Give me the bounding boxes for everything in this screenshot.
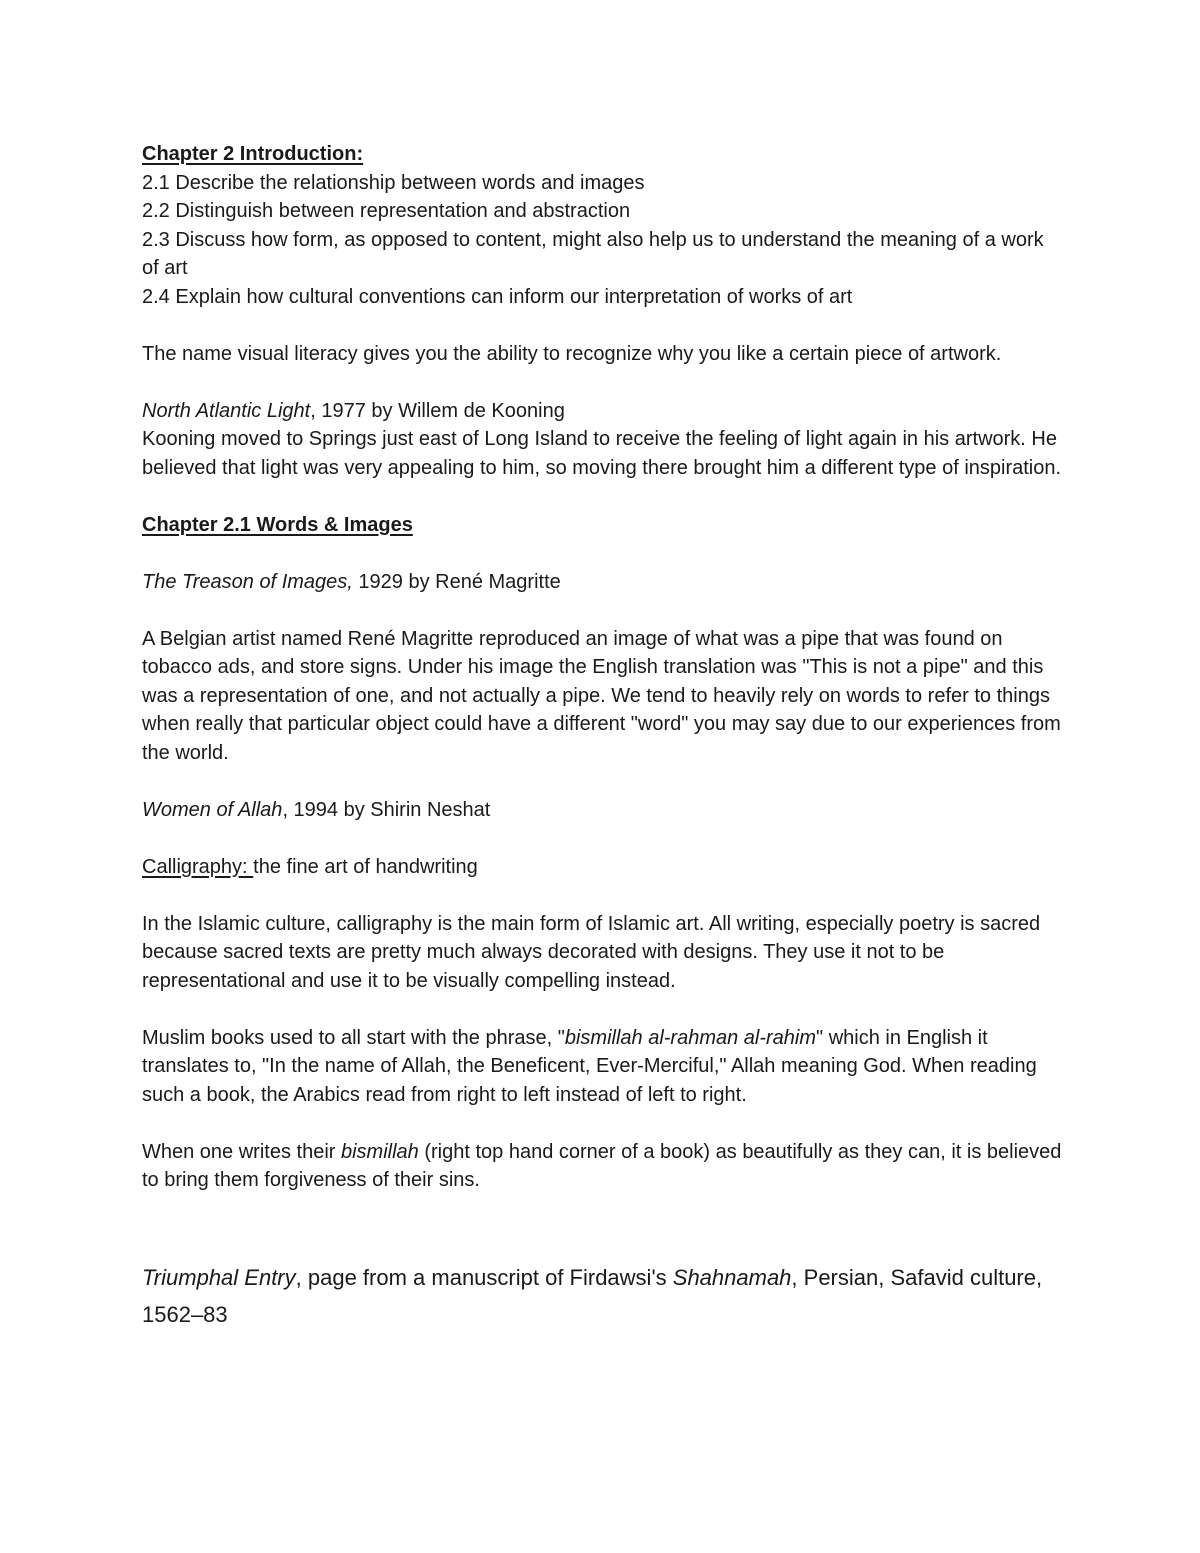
chapter-2-1-heading: Chapter 2.1 Words & Images — [142, 513, 413, 536]
chapter-2-heading: Chapter 2 Introduction: — [142, 143, 364, 165]
triumphal-entry-caption — [142, 1259, 1062, 1333]
women-of-allah-title: Women of Allah — [142, 798, 283, 821]
magritte-paragraph: A Belgian artist named René Magritte reproduced an image of what was a pipe that was found on tobacco ads, and store signs. Under his image the English translation was "This is not a pipe" and this was a representation of one, and not actually a pipe. We tend to heavily rely on words to refer to things when really that particular object could have a different "word" you may say due to our experiences from the world. — [142, 627, 1061, 764]
kooning-paragraph: Kooning moved to Springs just east of Long Island to receive the feeling of light again in his artwork. He believed that light was very appealing to him, so moving there brought him a different type of inspiration. — [142, 428, 1062, 479]
women-of-allah-caption — [142, 796, 1062, 825]
objective-2-4: 2.4 Explain how cultural conventions can inform our interpretation of works of art — [142, 285, 853, 308]
north-atlantic-title: North Atlantic Light — [142, 399, 311, 422]
objective-2-2: 2.2 Distinguish between representation and abstraction — [142, 200, 631, 222]
muslim-books-paragraph — [142, 1024, 1062, 1110]
calligraphy-term: Calligraphy: — [142, 855, 254, 878]
islamic-culture-paragraph: In the Islamic culture, calligraphy is the main form of Islamic art. All writing, especially poetry is sacred because sacred texts are pretty much always decorated with designs. They use it not to be representational and use it to be visually compelling instead. — [142, 912, 1041, 992]
objective-2-3: 2.3 Discuss how form, as opposed to content, might also help us to understand the meaning of a work of art — [142, 228, 1044, 279]
triumphal-entry-middle: , page from a manuscript of Firdawsi's — [295, 1264, 673, 1290]
calligraphy-meaning: the fine art of handwriting — [253, 855, 478, 878]
north-atlantic-caption — [142, 397, 1062, 426]
treason-credit: 1929 by René Magritte — [352, 570, 561, 593]
document-page — [142, 140, 1062, 1333]
bismillah-text-start: When one writes their — [142, 1140, 341, 1163]
shahnamah-title: Shahnamah — [672, 1264, 792, 1290]
triumphal-entry-title: Triumphal Entry — [142, 1264, 296, 1290]
bismillah-paragraph — [142, 1138, 1062, 1195]
objective-2-1: 2.1 Describe the relationship between words and images — [142, 171, 645, 194]
calligraphy-definition — [142, 853, 1062, 882]
muslim-books-text-end: " which in English it translates to, "In the name of Allah, the Beneficent, Ever-Merciful," Allah meaning God. When reading such a book, the Arabics read from right to left instead of left to right. — [142, 1026, 1037, 1106]
women-of-allah-credit: , 1994 by Shirin Neshat — [282, 798, 491, 821]
bismillah-phrase: bismillah al-rahman al-rahim — [564, 1026, 817, 1049]
treason-caption — [142, 568, 1062, 597]
bismillah-text-end: (right top hand corner of a book) as beautifully as they can, it is believed to bring them forgiveness of their sins. — [142, 1140, 1062, 1191]
north-atlantic-credit: , 1977 by Willem de Kooning — [310, 399, 565, 422]
muslim-books-text-start: Muslim books used to all start with the phrase, " — [142, 1026, 565, 1049]
triumphal-entry-end: , Persian, Safavid culture, 1562–83 — [142, 1264, 1043, 1327]
treason-title: The Treason of Images, — [142, 570, 353, 593]
bismillah-word: bismillah — [340, 1140, 419, 1163]
visual-literacy-paragraph: The name visual literacy gives you the ability to recognize why you like a certain piece of artwork. — [142, 342, 1002, 365]
